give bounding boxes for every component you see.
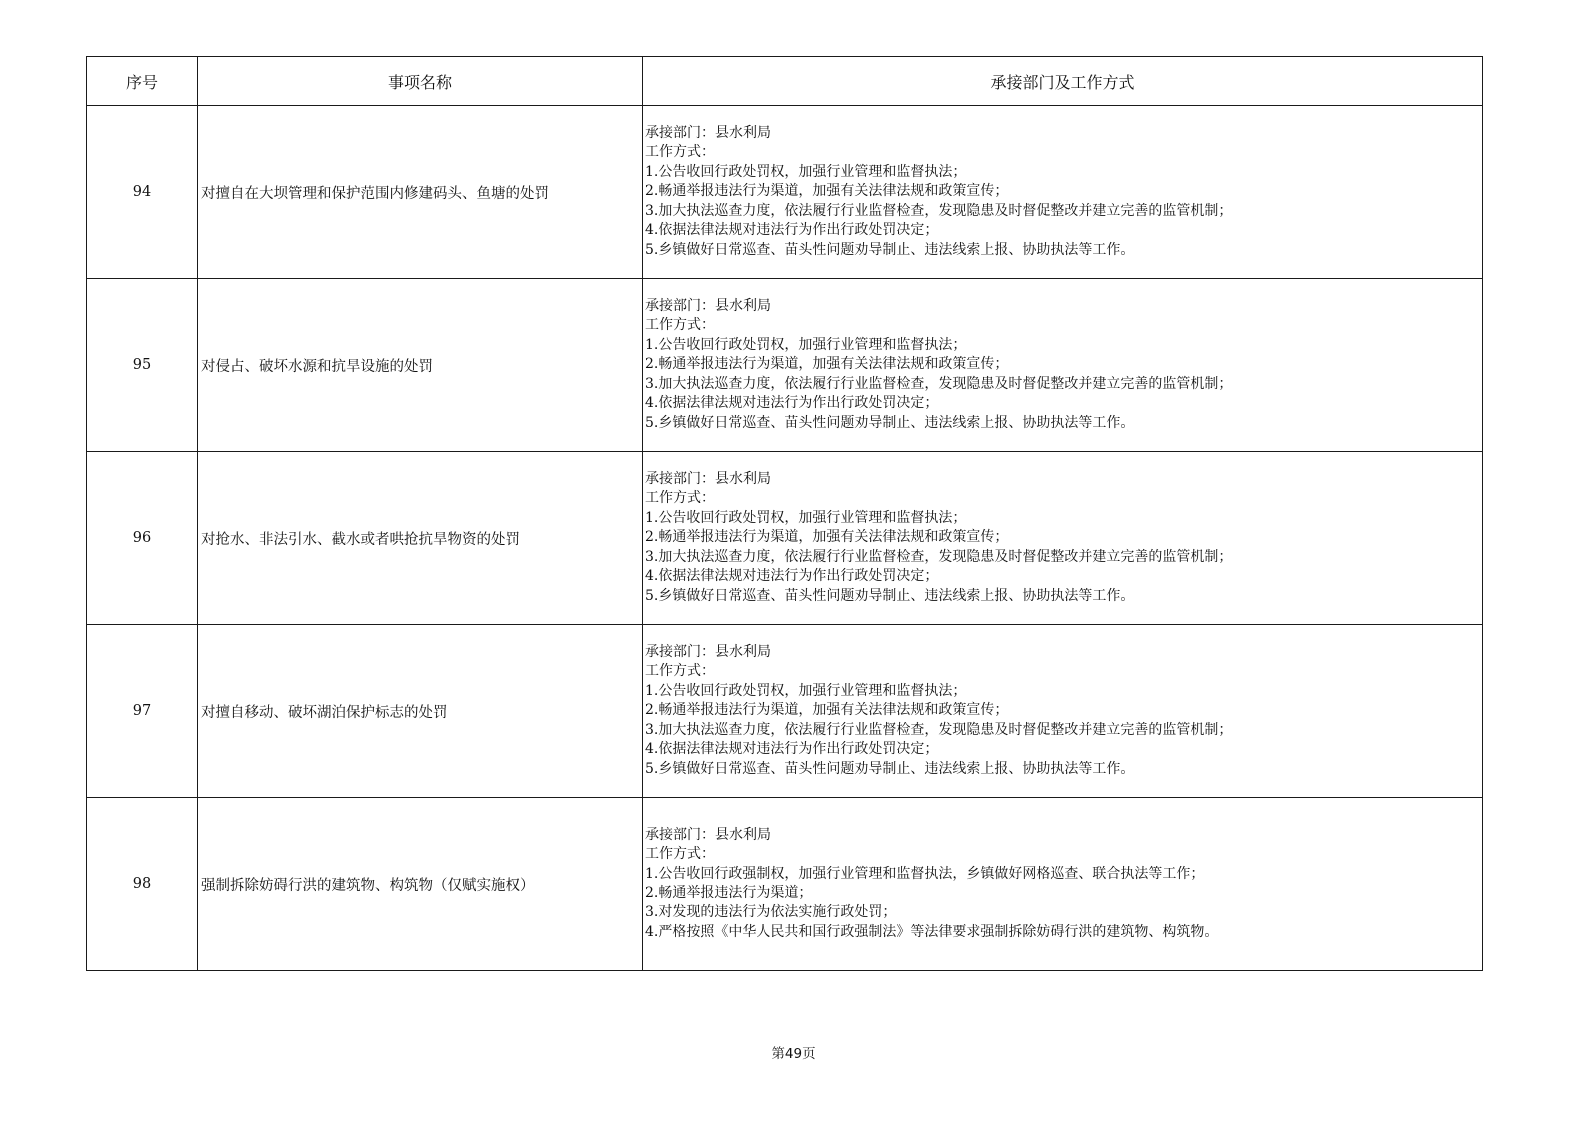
dept-line: 4.依据法律法规对违法行为作出行政处罚决定； (645, 395, 939, 412)
dept-line: 工作方式： (645, 144, 715, 161)
dept-line: 承接部门：县水利局 (645, 826, 771, 843)
dept-line: 工作方式： (645, 663, 715, 680)
table-header-row (87, 57, 1483, 106)
page-number: 第49页 (771, 1046, 816, 1062)
dept-line: 3.加大执法巡查力度，依法履行行业监督检查，发现隐患及时督促整改并建立完善的监管机制； (645, 375, 1233, 392)
header-department-and-method: 承接部门及工作方式 (643, 57, 1483, 106)
items-table-container (86, 56, 1482, 971)
dept-line: 1.公告收回行政处罚权，加强行业管理和监督执法； (645, 682, 967, 699)
dept-line: 工作方式： (645, 317, 715, 334)
dept-line: 承接部门：县水利局 (645, 298, 771, 315)
dept-line: 4.依据法律法规对违法行为作出行政处罚决定； (645, 741, 939, 758)
items-table (86, 56, 1483, 971)
dept-line: 承接部门：县水利局 (645, 471, 771, 488)
cell-item-name: 对擅自在大坝管理和保护范围内修建码头、鱼塘的处罚 (198, 106, 643, 279)
cell-item-name: 对擅自移动、破坏湖泊保护标志的处罚 (198, 625, 643, 798)
cell-serial-number: 96 (87, 452, 198, 625)
table-row (87, 625, 1483, 798)
cell-serial-number: 94 (87, 106, 198, 279)
dept-line: 5.乡镇做好日常巡查、苗头性问题劝导制止、违法线索上报、协助执法等工作。 (645, 241, 1135, 258)
dept-line: 2.畅通举报违法行为渠道，加强有关法律法规和政策宣传； (645, 356, 1009, 373)
dept-line: 工作方式： (645, 490, 715, 507)
dept-line: 1.公告收回行政强制权，加强行业管理和监督执法，乡镇做好网格巡查、联合执法等工作； (645, 865, 1205, 882)
cell-serial-number: 98 (87, 798, 198, 971)
cell-department-and-method (643, 452, 1483, 625)
cell-department-and-method (643, 625, 1483, 798)
dept-line: 工作方式： (645, 846, 715, 863)
dept-line: 4.依据法律法规对违法行为作出行政处罚决定； (645, 222, 939, 239)
dept-line: 5.乡镇做好日常巡查、苗头性问题劝导制止、违法线索上报、协助执法等工作。 (645, 414, 1135, 431)
dept-line: 1.公告收回行政处罚权，加强行业管理和监督执法； (645, 509, 967, 526)
table-row (87, 106, 1483, 279)
dept-line: 2.畅通举报违法行为渠道，加强有关法律法规和政策宣传； (645, 702, 1009, 719)
dept-line: 3.加大执法巡查力度，依法履行行业监督检查，发现隐患及时督促整改并建立完善的监管机制； (645, 721, 1233, 738)
dept-line: 4.严格按照《中华人民共和国行政强制法》等法律要求强制拆除妨碍行洪的建筑物、构筑物。 (645, 923, 1219, 940)
cell-item-name: 对抢水、非法引水、截水或者哄抢抗旱物资的处罚 (198, 452, 643, 625)
cell-item-name: 强制拆除妨碍行洪的建筑物、构筑物（仅赋实施权） (198, 798, 643, 971)
dept-line: 2.畅通举报违法行为渠道，加强有关法律法规和政策宣传； (645, 529, 1009, 546)
table-row (87, 279, 1483, 452)
dept-line: 承接部门：县水利局 (645, 644, 771, 661)
table-row (87, 452, 1483, 625)
table-row (87, 798, 1483, 971)
dept-line: 1.公告收回行政处罚权，加强行业管理和监督执法； (645, 336, 967, 353)
cell-serial-number: 95 (87, 279, 198, 452)
dept-line: 4.依据法律法规对违法行为作出行政处罚决定； (645, 568, 939, 585)
cell-department-and-method (643, 798, 1483, 971)
dept-line: 5.乡镇做好日常巡查、苗头性问题劝导制止、违法线索上报、协助执法等工作。 (645, 760, 1135, 777)
dept-line: 2.畅通举报违法行为渠道； (645, 885, 813, 901)
dept-line: 5.乡镇做好日常巡查、苗头性问题劝导制止、违法线索上报、协助执法等工作。 (645, 587, 1135, 604)
dept-line: 承接部门：县水利局 (645, 125, 771, 142)
dept-line: 3.加大执法巡查力度，依法履行行业监督检查，发现隐患及时督促整改并建立完善的监管机制； (645, 548, 1233, 565)
cell-department-and-method (643, 279, 1483, 452)
cell-item-name: 对侵占、破坏水源和抗旱设施的处罚 (198, 279, 643, 452)
header-serial-number: 序号 (87, 57, 198, 106)
dept-line: 2.畅通举报违法行为渠道，加强有关法律法规和政策宣传； (645, 183, 1009, 200)
header-item-name: 事项名称 (198, 57, 643, 106)
cell-serial-number: 97 (87, 625, 198, 798)
dept-line: 3.对发现的违法行为依法实施行政处罚； (645, 904, 897, 921)
dept-line: 3.加大执法巡查力度，依法履行行业监督检查，发现隐患及时督促整改并建立完善的监管机制； (645, 202, 1233, 219)
dept-line: 1.公告收回行政处罚权，加强行业管理和监督执法； (645, 163, 967, 180)
cell-department-and-method (643, 106, 1483, 279)
